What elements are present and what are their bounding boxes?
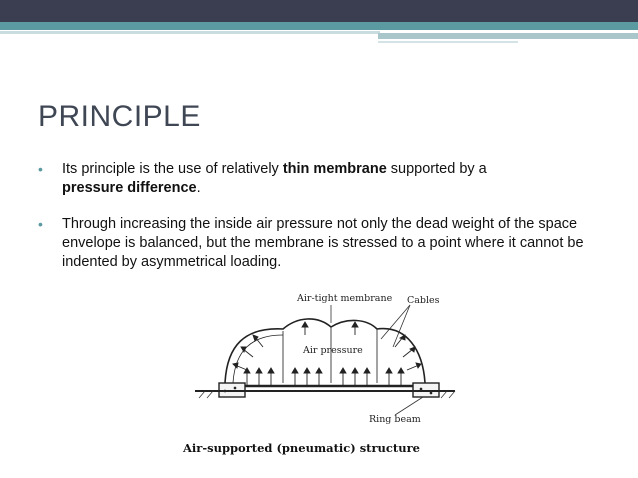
bullet-text-pre: Its principle is the use of relatively [62,161,283,177]
pneumatic-structure-diagram [185,285,455,470]
bullet-bold-pressure: pressure difference [62,180,197,196]
pressure-arrows-vertical [244,368,404,385]
header-line [0,31,380,34]
label-air-pressure: Air pressure [303,345,363,356]
membrane-inner [233,335,283,383]
bullet-dot-icon: • [38,161,43,177]
label-air-tight-membrane: Air-tight membrane [297,293,393,304]
bullet-item-pressure [38,215,618,272]
bullet-text-post: . [196,180,201,196]
header-bar [0,0,638,22]
leader-cables [393,305,410,347]
bullet-bold-membrane: thin membrane [282,161,387,177]
label-cables: Cables [407,295,440,306]
figure-caption: Air-supported (pneumatic) structure [183,441,420,455]
slide-title: PRINCIPLE [38,100,201,133]
label-ring-beam: Ring beam [369,414,421,425]
bullet-text: Through increasing the inside air pressure not only the dead weight of the space envelope is balanced, but the membrane is stressed to a point where it cannot be indented by asymmetrical loading. [62,216,584,270]
leader-ring-beam [395,397,423,415]
bullet-list [38,160,618,289]
header-line-thin [378,41,518,43]
leader-cables [381,305,410,339]
bullet-dot-icon: • [38,216,43,232]
header-line-right [378,33,638,39]
bullet-item-principle [38,160,618,198]
header-accent-stripe [0,22,638,30]
bullet-text-mid: supported by a [386,161,487,177]
pneumatic-structure-figure [185,285,455,470]
